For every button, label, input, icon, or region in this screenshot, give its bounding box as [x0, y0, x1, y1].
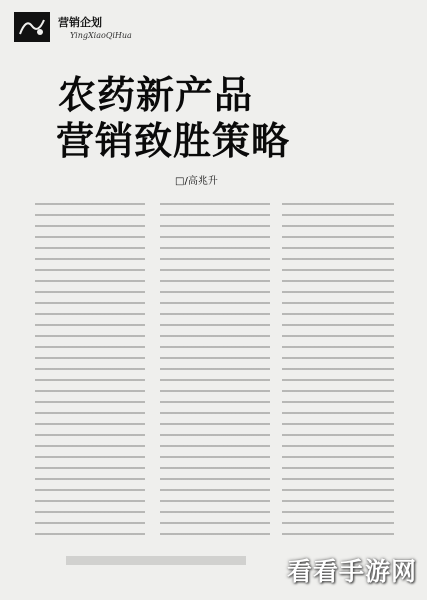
text-column-3 [282, 203, 394, 538]
author-byline: □/高兆升 [175, 176, 218, 187]
article-headline [52, 72, 392, 164]
text-column-1 [35, 203, 145, 538]
column-logo-icon [14, 12, 50, 42]
page-footer [66, 556, 246, 565]
running-header [14, 10, 154, 50]
column-title: 营销企划 [58, 16, 102, 29]
headline-line-1: 农药新产品 [58, 73, 254, 117]
column-subtitle: YingXiaoQiHua [70, 31, 132, 40]
site-watermark: 看看手游网 [286, 557, 417, 586]
headline-line-2: 营销致胜策略 [56, 119, 291, 163]
text-column-2 [160, 203, 270, 538]
